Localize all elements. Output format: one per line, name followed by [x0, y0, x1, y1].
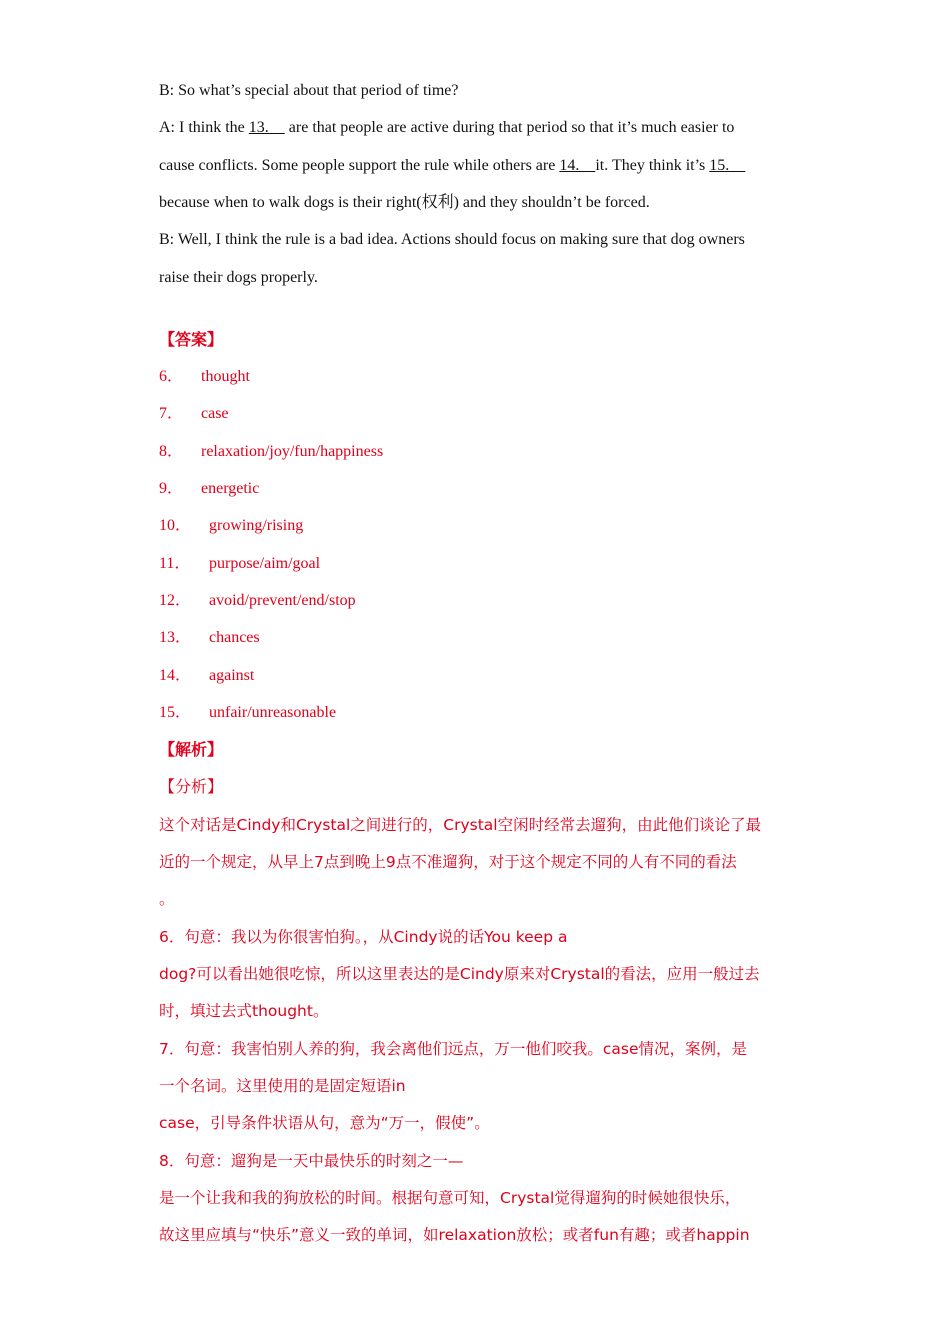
- answer-number: 8．: [159, 443, 184, 460]
- dialogue-line-5: B: Well, I think the rule is a bad idea. Actions should focus on making sure that dog owners: [159, 231, 745, 248]
- answer-number: 9．: [159, 480, 184, 497]
- analysis-line: 这个对话是Cindy和Crystal之间进行的，Crystal空闲时经常去遛狗，由此他们谈论了最: [159, 816, 762, 834]
- answer-number: 13．: [159, 629, 192, 646]
- answer-number: 12．: [159, 592, 192, 609]
- analysis-line: 8．句意：遛狗是一天中最快乐的时刻之一—: [159, 1152, 464, 1170]
- answer-item: [159, 552, 320, 576]
- answer-text: case: [201, 405, 229, 422]
- analysis-line: 时，填过去式thought。: [159, 1002, 329, 1020]
- analysis-line: 是一个让我和我的狗放松的时间。根据句意可知，Crystal觉得遛狗的时候她很快乐，: [159, 1189, 741, 1207]
- answer-header: 【答案】: [159, 330, 224, 349]
- dialogue-line-2: [159, 116, 799, 140]
- answer-item: [159, 514, 303, 538]
- answer-text: growing/rising: [209, 517, 304, 534]
- answer-text: unfair/unreasonable: [209, 704, 337, 721]
- analysis-line: 近的一个规定，从早上7点到晚上9点不准遛狗，对于这个规定不同的人有不同的看法: [159, 853, 737, 871]
- blank-14: 14.: [559, 157, 596, 174]
- dialogue-text: cause conflicts. Some people support the rule while others are: [159, 157, 560, 174]
- answer-number: 10．: [159, 517, 192, 534]
- answer-item: [159, 477, 259, 501]
- dialogue-line-4: because when to walk dogs is their right(权利) and they shouldn’t be forced.: [159, 194, 650, 211]
- answer-item: [159, 402, 229, 426]
- dialogue-text: are that people are active during that period so that it’s much easier to: [284, 119, 735, 136]
- analysis-line: 7．句意：我害怕别人养的狗，我会离他们远点，万一他们咬我。case情况，案例，是: [159, 1040, 747, 1058]
- answer-item: [159, 626, 260, 650]
- answer-item: [159, 664, 254, 688]
- answer-number: 14．: [159, 667, 192, 684]
- answer-item: [159, 440, 383, 464]
- dialogue-text: it. They think it’s: [595, 157, 710, 174]
- analysis-line: case，引导条件状语从句，意为“万一，假使”。: [159, 1114, 490, 1132]
- analysis-line: 6．句意：我以为你很害怕狗。，从Cindy说的话You keep a: [159, 928, 568, 946]
- dialogue-text: A: I think the: [159, 119, 249, 136]
- dialogue-line-3: [159, 154, 799, 178]
- answer-text: chances: [209, 629, 260, 646]
- blank-13: 13.: [248, 119, 285, 136]
- answer-text: thought: [201, 368, 250, 385]
- analysis-line: 故这里应填与“快乐”意义一致的单词，如relaxation放松；或者fun有趣；或者happin: [159, 1226, 750, 1244]
- answer-number: 11．: [159, 555, 191, 572]
- analysis-line: dog?可以看出她很吃惊，所以这里表达的是Cindy原来对Crystal的看法，应用一般过去: [159, 965, 760, 983]
- answer-number: 6．: [159, 368, 184, 385]
- answer-number: 15．: [159, 704, 192, 721]
- fenxi-header: 【分析】: [159, 777, 224, 796]
- answer-text: relaxation/joy/fun/happiness: [201, 443, 384, 460]
- answer-text: purpose/aim/goal: [209, 555, 321, 572]
- answer-item: [159, 589, 356, 613]
- answer-number: 7．: [159, 405, 184, 422]
- analysis-header: 【解析】: [159, 740, 224, 759]
- analysis-line: 。: [159, 890, 175, 908]
- dialogue-line-6: raise their dogs properly.: [159, 269, 318, 286]
- analysis-line: 一个名词。这里使用的是固定短语in: [159, 1077, 406, 1095]
- answer-text: avoid/prevent/end/stop: [209, 592, 356, 609]
- answer-item: [159, 365, 250, 389]
- blank-15: 15.: [709, 157, 746, 174]
- answer-text: against: [209, 667, 255, 684]
- answer-item: [159, 701, 336, 725]
- dialogue-line-1: B: So what’s special about that period of time?: [159, 82, 459, 99]
- answer-text: energetic: [201, 480, 260, 497]
